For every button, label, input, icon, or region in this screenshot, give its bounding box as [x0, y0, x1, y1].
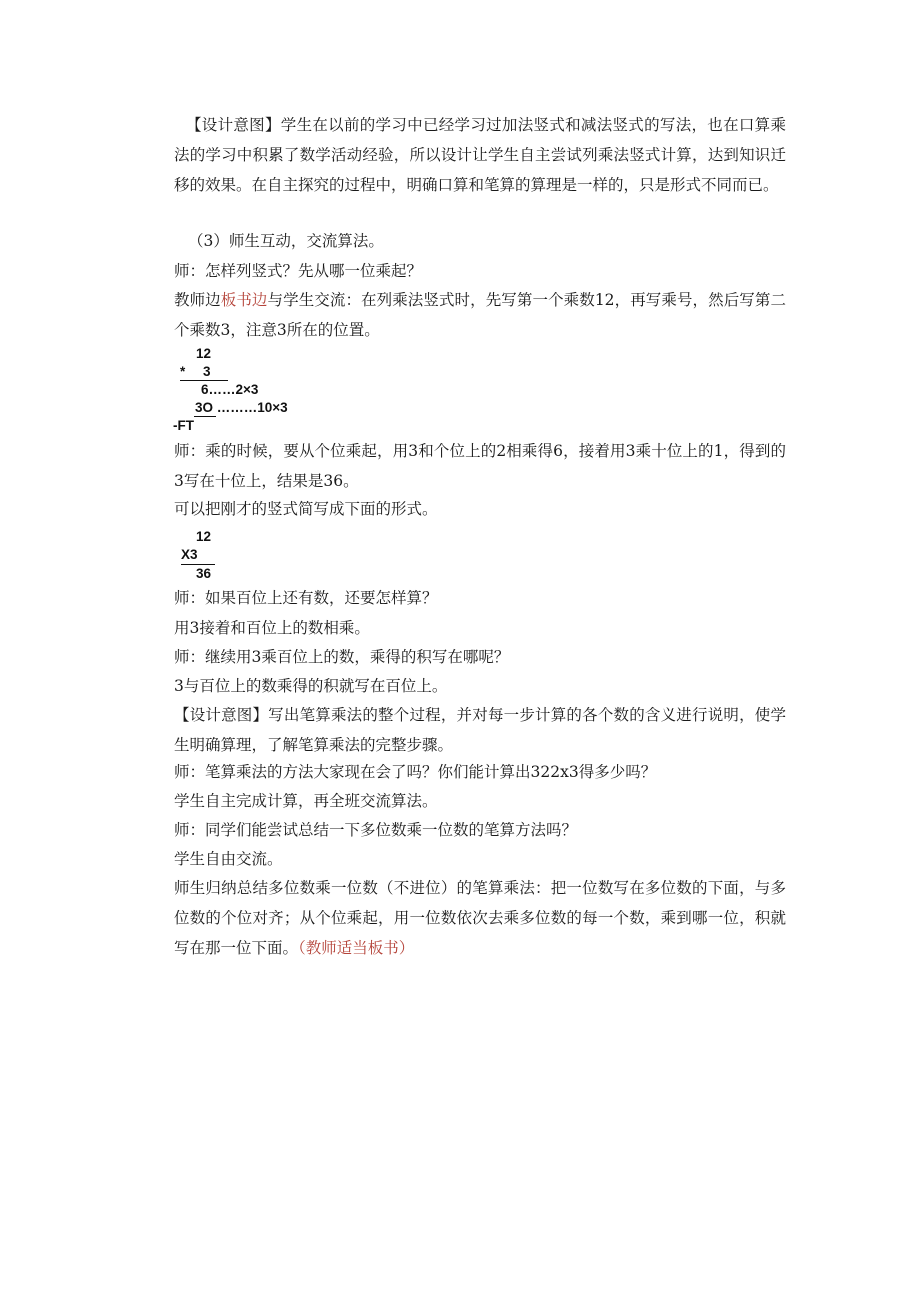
paragraph-teacher-question-3: 师：继续用3乘百位上的数，乘得的积写在哪呢？	[174, 648, 510, 666]
paragraph-design-intent-1	[174, 110, 786, 200]
paragraph-summary	[174, 873, 786, 963]
calc1-sign: *	[180, 364, 186, 379]
paragraph-student-compute: 学生自主完成计算，再全班交流算法。	[174, 792, 438, 810]
calc2-line1: 12	[196, 529, 212, 544]
calc1-line1: 12	[196, 346, 212, 361]
paragraph-teacher-question-5: 师：同学们能尝试总结一下多位数乘一位数的笔算方法吗？	[174, 821, 578, 839]
calc2-line3: 36	[196, 566, 212, 581]
paragraph-step-3: （3）师生互动，交流算法。	[188, 232, 384, 250]
calc1-rule-1	[180, 380, 228, 381]
board-text-a: 教师边	[174, 291, 221, 309]
paragraph-board-writing	[174, 285, 786, 345]
paragraph-teacher-question-2: 师：如果百位上还有数，还要怎样算？	[174, 589, 438, 607]
calc1-line3: 6……2×3	[201, 382, 259, 397]
paragraph-multiply-explain: 师：乘的时候，要从个位乘起，用3和个位上的2相乘得6，接着用3乘十位上的1，得到的3写在十位上，结果是36。	[174, 442, 786, 490]
paragraph-teacher-question-1: 师：怎样列竖式？先从哪一位乘起？	[174, 262, 423, 280]
calc2-rule	[181, 564, 215, 565]
calc1-rule-2	[194, 416, 216, 417]
summary-text: 师生归纳总结多位数乘一位数（不进位）的笔算乘法：把一位数写在多位数的下面，与多位数的个位对齐；从个位乘起，用一位数依次去乘多位数的每一个数，乘到哪一位，积就写在那一位下面。	[174, 879, 786, 957]
design-intent-heading: 【设计意图】	[186, 116, 281, 134]
summary-red-note: （教师适当板书）	[298, 939, 415, 957]
board-text-red: 板书边	[220, 291, 268, 309]
board-text-b: 与学生交流：在列乘法竖式时，先写第一个乘数12，再写乘号，然后写第二个乘数3，注意3所在的位置。	[174, 291, 786, 339]
calc1-line4: 3O ………10×3	[195, 400, 288, 415]
paragraph-answer-2: 3与百位上的数乘得的积就写在百位上。	[174, 677, 448, 695]
paragraph-answer-1: 用3接着和百位上的数相乘。	[174, 619, 370, 637]
calc1-multiplier: 3	[203, 364, 211, 379]
calc2-line2: X3	[181, 547, 198, 562]
paragraph-student-discuss: 学生自由交流。	[174, 850, 283, 868]
calc1-line5: -FT	[173, 418, 194, 433]
paragraph-teacher-question-4: 师：笔算乘法的方法大家现在会了吗？你们能计算出322x3得多少吗？	[174, 763, 657, 781]
paragraph-design-intent-2: 【设计意图】写出笔算乘法的整个过程，并对每一步计算的各个数的含义进行说明，使学生明确算理，了解笔算乘法的完整步骤。	[174, 706, 786, 754]
design-intent-body: 学生在以前的学习中已经学习过加法竖式和减法竖式的写法，也在口算乘法的学习中积累了数学活动经验，所以设计让学生自主尝试列乘法竖式计算，达到知识迁移的效果。在自主探究的过程中，明确口算和笔算的算理是一样的，只是形式不同而已。	[174, 116, 786, 194]
paragraph-simplify: 可以把刚才的竖式简写成下面的形式。	[174, 500, 438, 518]
